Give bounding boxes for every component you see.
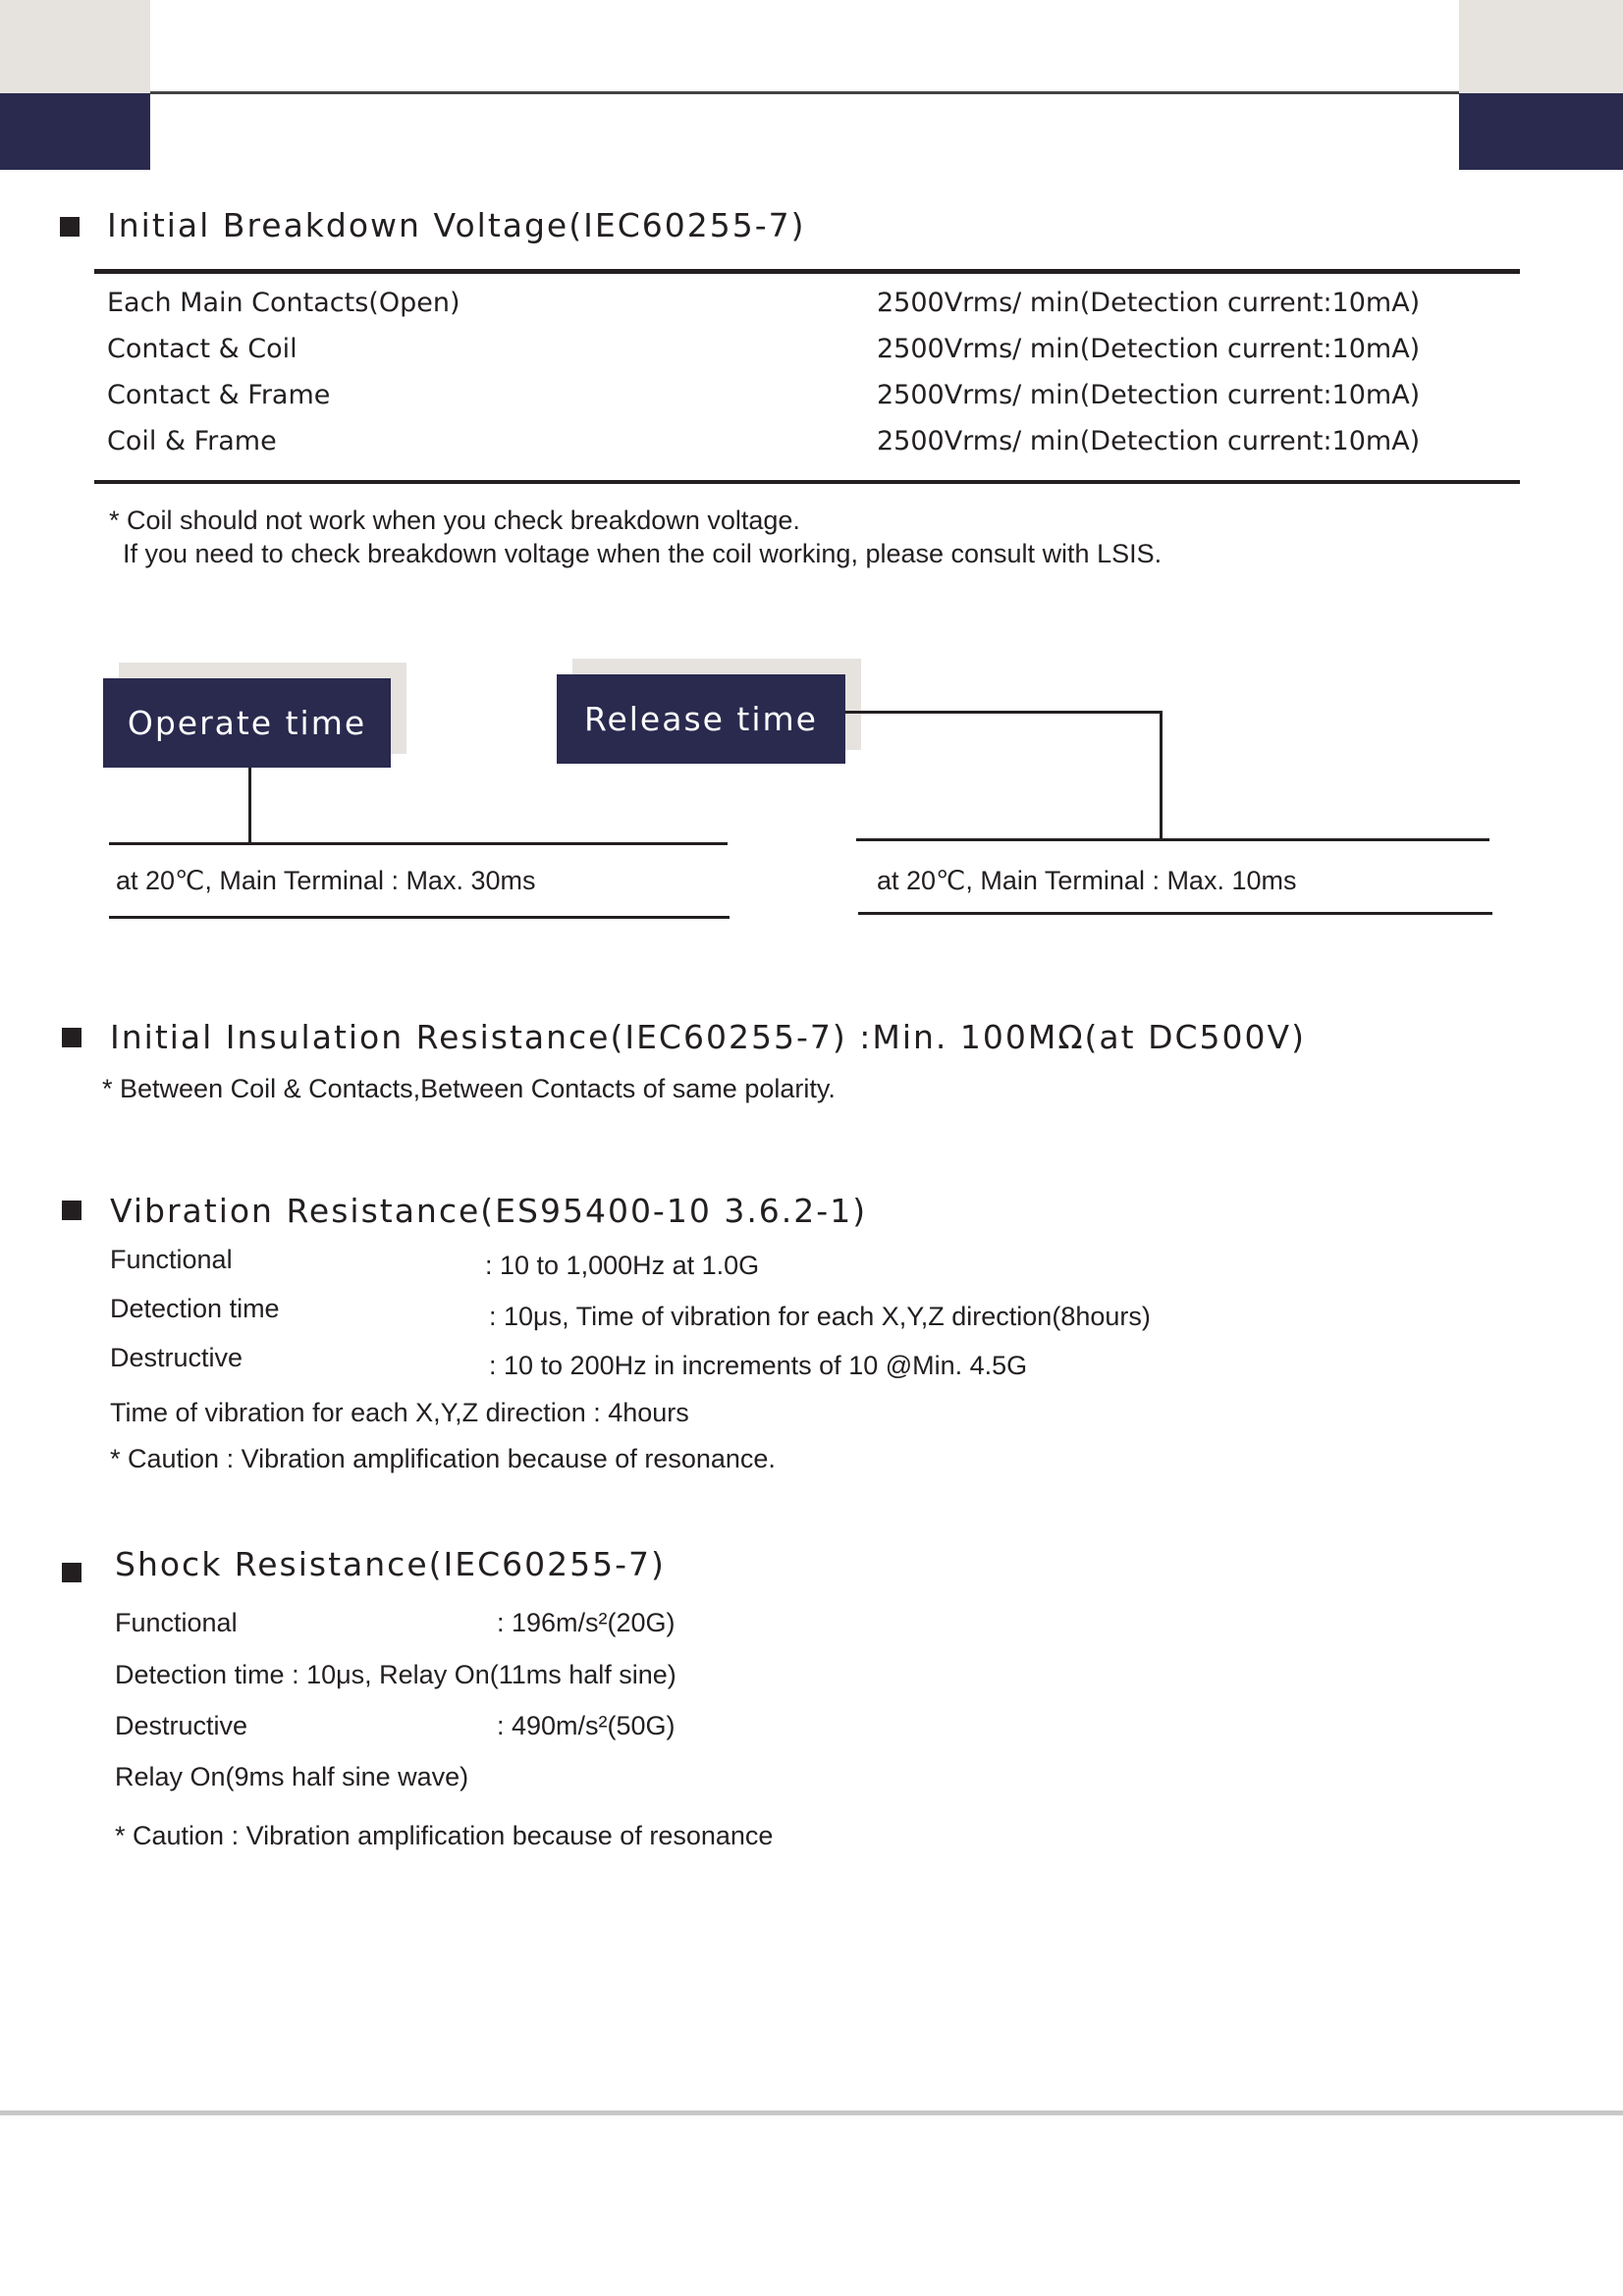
section-bullet bbox=[62, 1028, 81, 1047]
table-top-rule bbox=[94, 269, 1520, 274]
insulation-note: * Between Coil & Contacts,Between Contacts of same polarity. bbox=[102, 1074, 836, 1103]
breakdown-row-value: 2500Vrms/ min(Detection current:10mA) bbox=[877, 288, 1421, 318]
vibration-value: : 10μs, Time of vibration for each X,Y,Z direction(8hours) bbox=[489, 1302, 1151, 1331]
operate-time-value: at 20℃, Main Terminal : Max. 30ms bbox=[116, 866, 536, 895]
operate-connector bbox=[248, 768, 251, 843]
vibration-caution: * Caution : Vibration amplification because of resonance. bbox=[110, 1444, 776, 1473]
section-bullet bbox=[62, 1201, 81, 1220]
breakdown-row-label: Contact & Coil bbox=[107, 334, 298, 364]
vibration-value: : 10 to 1,000Hz at 1.0G bbox=[485, 1251, 760, 1280]
breakdown-row-value: 2500Vrms/ min(Detection current:10mA) bbox=[877, 426, 1421, 456]
vibration-label: Functional bbox=[110, 1245, 233, 1274]
operate-bottom-rule bbox=[109, 916, 730, 919]
vibration-label: Destructive bbox=[110, 1343, 243, 1372]
header-corner-left-dark bbox=[0, 93, 150, 170]
header-corner-left-light bbox=[0, 0, 150, 93]
section-bullet bbox=[60, 217, 80, 237]
release-bottom-rule bbox=[858, 912, 1492, 915]
vibration-title: Vibration Resistance(ES95400-10 3.6.2-1) bbox=[110, 1192, 868, 1230]
vibration-label: Detection time bbox=[110, 1294, 280, 1323]
breakdown-row-label: Coil & Frame bbox=[107, 426, 277, 456]
table-bottom-rule bbox=[94, 480, 1520, 484]
header-corner-right-dark bbox=[1459, 93, 1623, 170]
breakdown-note: * Coil should not work when you check breakdown voltage. bbox=[109, 506, 800, 535]
section-bullet bbox=[62, 1563, 81, 1582]
shock-relay-line: Relay On(9ms half sine wave) bbox=[115, 1762, 469, 1791]
shock-caution: * Caution : Vibration amplification because of resonance bbox=[115, 1821, 774, 1850]
shock-detection-line: Detection time : 10μs, Relay On(11ms half sine) bbox=[115, 1660, 676, 1689]
header-corner-right-light bbox=[1459, 0, 1623, 93]
vibration-direction-line: Time of vibration for each X,Y,Z direction : 4hours bbox=[110, 1398, 689, 1427]
vibration-value: : 10 to 200Hz in increments of 10 @Min. 4.5G bbox=[489, 1351, 1028, 1380]
shock-title: Shock Resistance(IEC60255-7) bbox=[115, 1545, 666, 1583]
breakdown-row-value: 2500Vrms/ min(Detection current:10mA) bbox=[877, 380, 1421, 410]
header-divider bbox=[150, 91, 1459, 94]
release-connector-horizontal bbox=[845, 711, 1163, 714]
operate-time-tag: Operate time bbox=[103, 678, 391, 768]
insulation-title: Initial Insulation Resistance(IEC60255-7) :Min. 100MΩ(at DC500V) bbox=[110, 1018, 1306, 1056]
release-time-tag: Release time bbox=[557, 674, 845, 764]
shock-functional-value: : 196m/s²(20G) bbox=[497, 1608, 676, 1637]
shock-destructive-label: Destructive bbox=[115, 1711, 248, 1740]
breakdown-row-label: Contact & Frame bbox=[107, 380, 331, 410]
shock-functional-label: Functional bbox=[115, 1608, 238, 1637]
breakdown-row-label: Each Main Contacts(Open) bbox=[107, 288, 460, 318]
breakdown-title: Initial Breakdown Voltage(IEC60255-7) bbox=[107, 206, 806, 244]
breakdown-note-continued: If you need to check breakdown voltage when the coil working, please consult with LSIS. bbox=[123, 539, 1163, 568]
operate-top-rule bbox=[109, 842, 728, 845]
breakdown-row-value: 2500Vrms/ min(Detection current:10mA) bbox=[877, 334, 1421, 364]
release-time-value: at 20℃, Main Terminal : Max. 10ms bbox=[877, 866, 1297, 895]
release-connector-vertical bbox=[1160, 711, 1163, 839]
release-top-rule bbox=[856, 838, 1489, 841]
shock-destructive-value: : 490m/s²(50G) bbox=[497, 1711, 676, 1740]
footer-divider bbox=[0, 2110, 1623, 2115]
